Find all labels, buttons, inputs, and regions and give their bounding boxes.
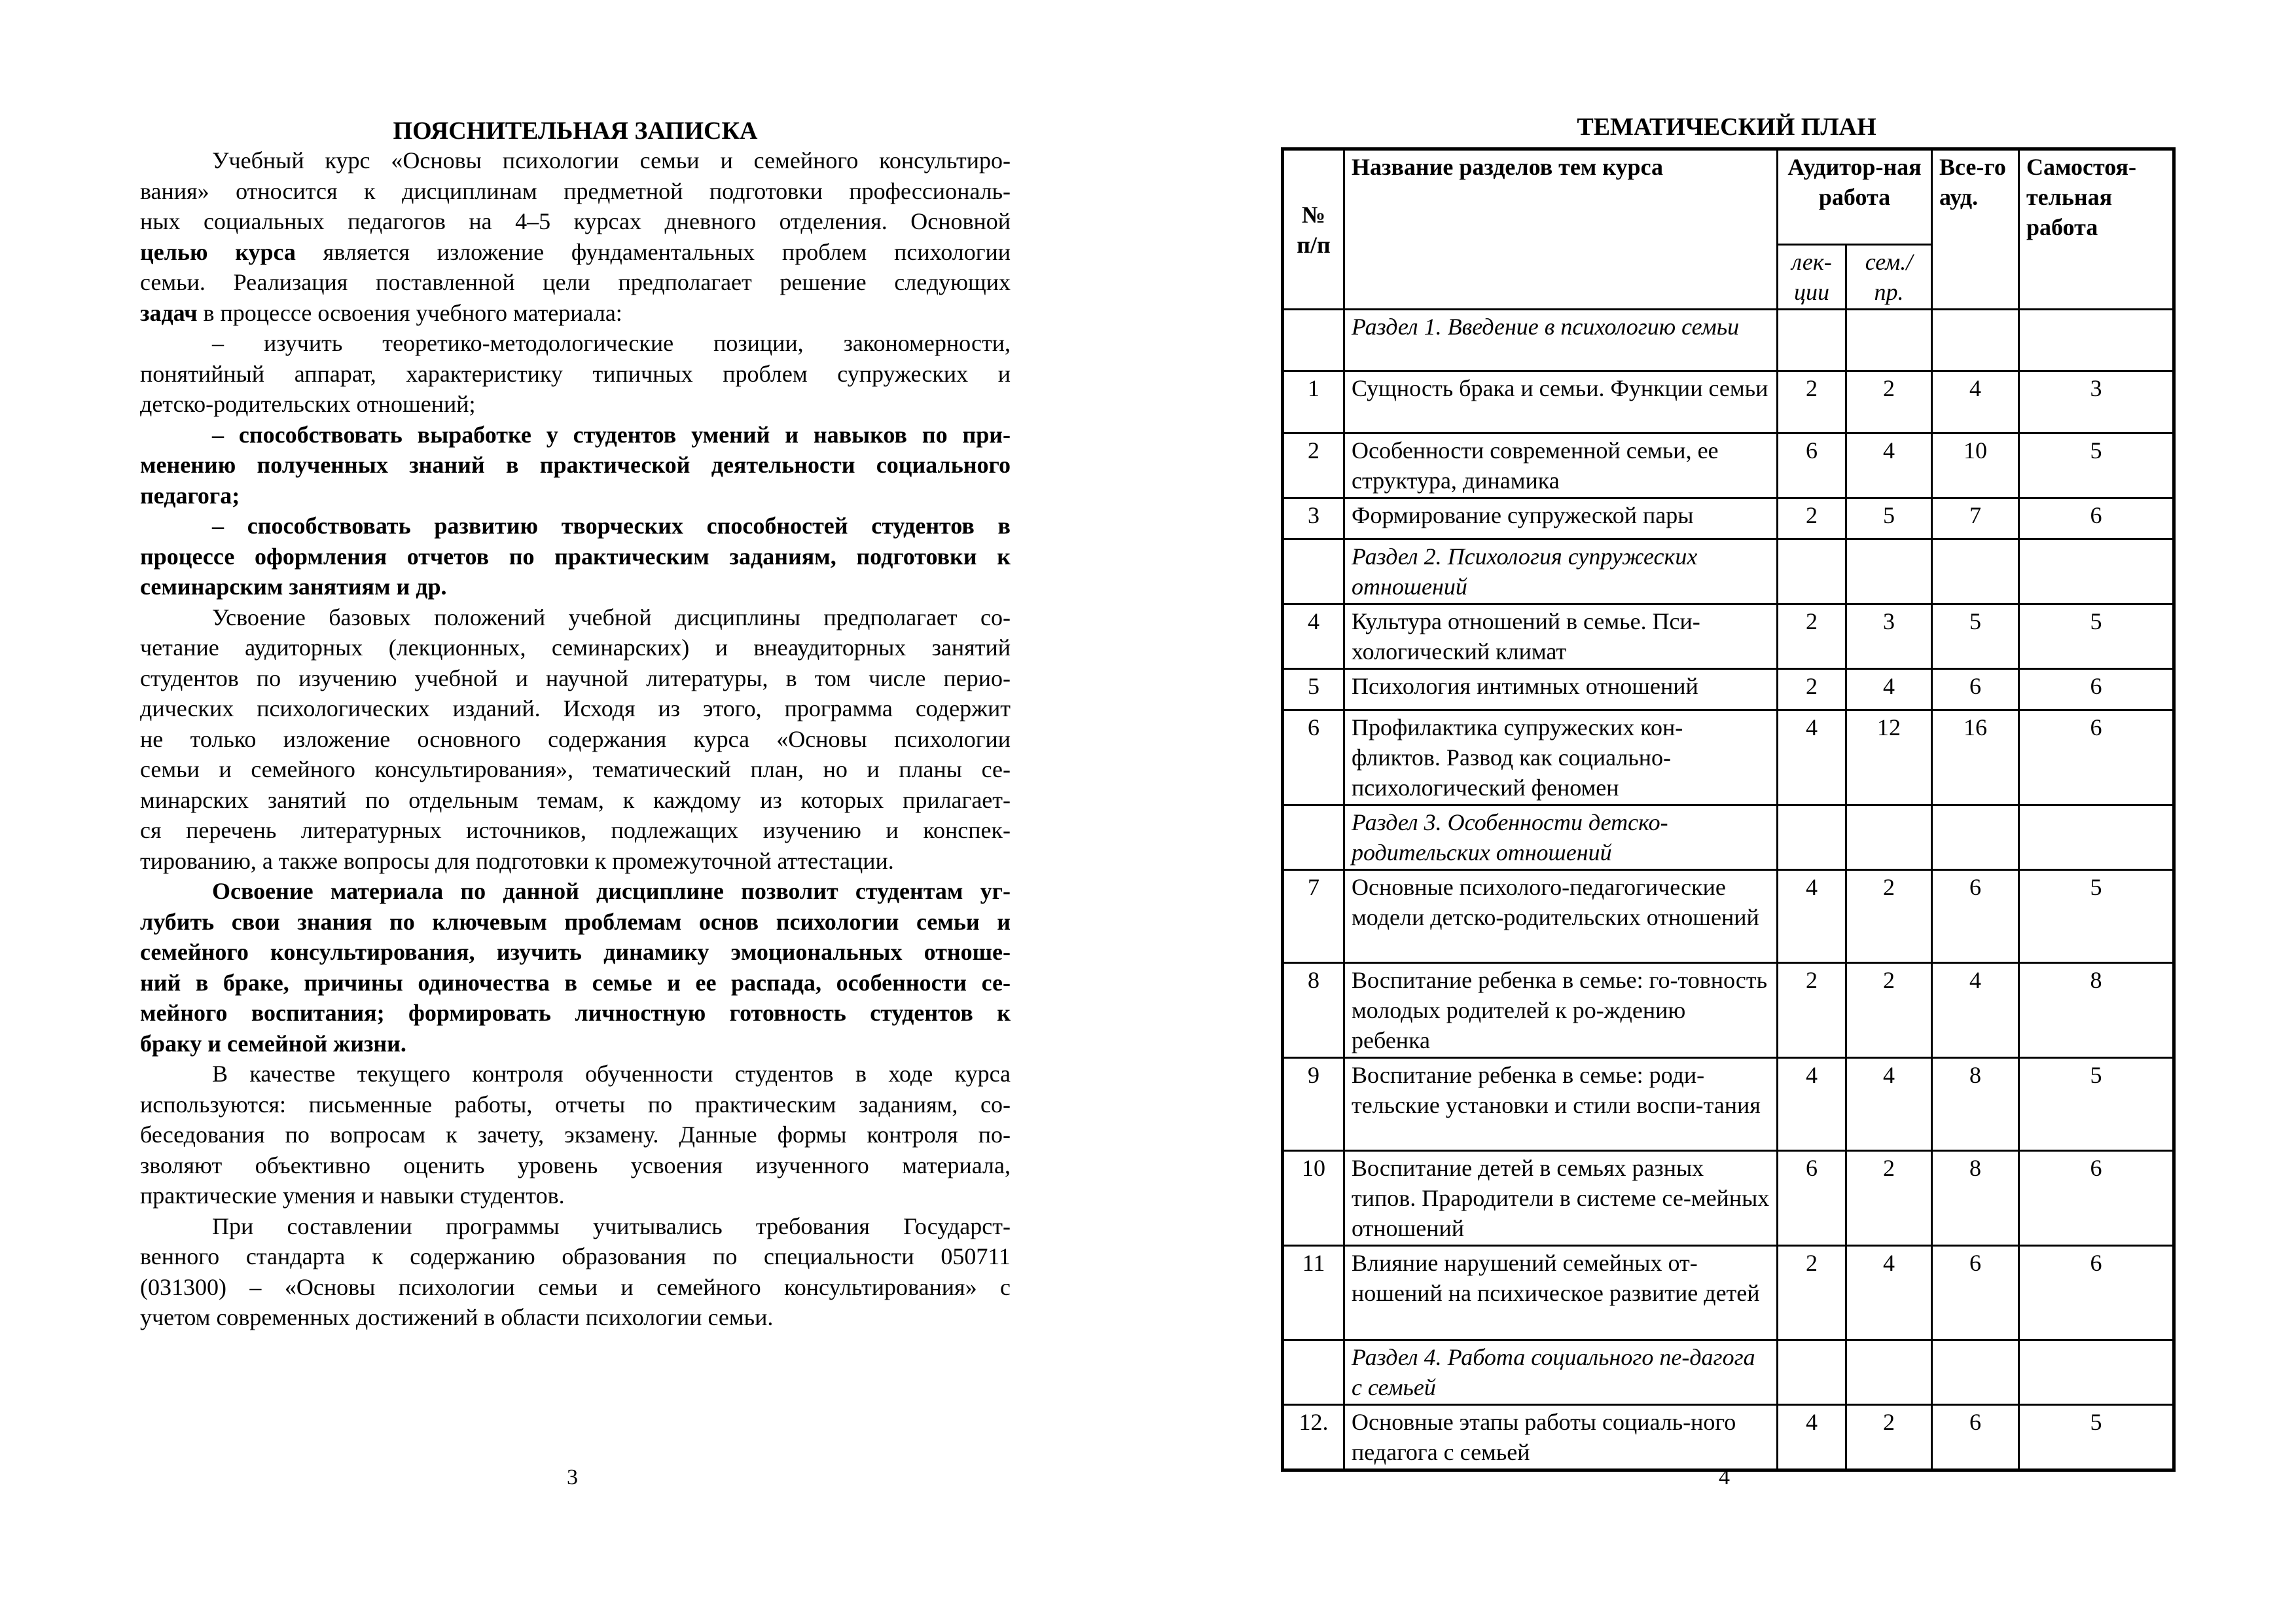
line-text: – изучить теоретико-методологические позиции, закономерности,: [212, 330, 1011, 356]
self-study-hours: [2019, 310, 2174, 371]
table-row: [1283, 1058, 2174, 1151]
header-seminars: сем./ пр.: [1846, 245, 1932, 310]
topic-name: Влияние нарушений семейных от-ношений на психическое развитие детей: [1344, 1246, 1778, 1340]
line-text: ных социальных педагогов на 4–5 курсах дневного отделения. Основной: [140, 208, 1011, 234]
lectures-hours: 6: [1778, 433, 1846, 498]
table-row: [1283, 1151, 2174, 1246]
total-hours: 5: [1932, 604, 2019, 669]
line-text: лубить свои знания по ключевым проблемам основ психологии семьи и: [140, 908, 1011, 935]
lectures-hours: 2: [1778, 963, 1846, 1058]
text-line: [140, 450, 1011, 481]
total-hours: 6: [1932, 1246, 2019, 1340]
lectures-hours: 4: [1778, 710, 1846, 805]
lectures-hours: 2: [1778, 604, 1846, 669]
seminars-hours: 2: [1846, 870, 1932, 963]
total-hours: 4: [1932, 371, 2019, 433]
text-line: [140, 937, 1011, 968]
explanatory-note-title: ПОЯСНИТЕЛЬНАЯ ЗАПИСКА: [393, 117, 758, 145]
table-row: [1283, 710, 2174, 805]
row-number: 4: [1283, 604, 1344, 669]
line-text: является изложение фундаментальных проблем психологии: [295, 238, 1011, 265]
topic-name: Воспитание детей в семьях разных типов. Прародители в системе се-мейных отношений: [1344, 1151, 1778, 1246]
line-text: (031300) – «Основы психологии семьи и семейного консультирования» с: [140, 1273, 1011, 1300]
self-study-hours: [2019, 1340, 2174, 1405]
text-line: [140, 998, 1011, 1029]
self-study-hours: 5: [2019, 1058, 2174, 1151]
text-line: [140, 1302, 1011, 1333]
row-number: 7: [1283, 870, 1344, 963]
header-lectures: лек-ции: [1778, 245, 1846, 310]
bold-term: целью курса: [140, 238, 296, 265]
seminars-hours: 4: [1846, 1058, 1932, 1151]
topic-name: Формирование супружеской пары: [1344, 498, 1778, 539]
topic-name: Основные этапы работы социаль-ного педагога с семьей: [1344, 1405, 1778, 1470]
line-text: вания» относится к дисциплинам предметной подготовки профессиональ-: [140, 177, 1011, 204]
line-text: используются: письменные работы, отчеты по практическим заданиям, со-: [140, 1091, 1011, 1118]
table-row: [1283, 433, 2174, 498]
topic-name: Особенности современной семьи, ее структура, динамика: [1344, 433, 1778, 498]
line-text: беседования по вопросам к зачету, экзамену. Данные формы контроля по-: [140, 1122, 1011, 1148]
line-text: минарских занятий по отдельным темам, к каждому из которых прилагает-: [140, 786, 1011, 813]
section-title: Раздел 1. Введение в психологию семьи: [1344, 310, 1778, 371]
section-title: Раздел 2. Психология супружеских отношений: [1344, 539, 1778, 604]
lectures-hours: 2: [1778, 669, 1846, 710]
topic-name: Основные психолого-педагогические модели детско-родительских отношений: [1344, 870, 1778, 963]
text-line: [140, 602, 1011, 633]
row-number: [1283, 539, 1344, 604]
row-number: 12.: [1283, 1405, 1344, 1470]
row-number: 5: [1283, 669, 1344, 710]
text-line: [140, 237, 1011, 268]
text-line: [140, 359, 1011, 390]
total-hours: 16: [1932, 710, 2019, 805]
header-topic-name: Название разделов тем курса: [1344, 149, 1778, 310]
section-row: [1283, 1340, 2174, 1405]
line-text: – способствовать выработке у студентов умений и навыков по при-: [212, 421, 1011, 448]
seminars-hours: [1846, 310, 1932, 371]
explanatory-note-body: [140, 145, 1011, 1333]
line-text: Усвоение базовых положений учебной дисциплины предполагает со-: [212, 604, 1011, 630]
self-study-hours: [2019, 539, 2174, 604]
header-self-study: Самостоя-тельная работа: [2019, 149, 2174, 310]
row-number: 8: [1283, 963, 1344, 1058]
line-text: тированию, а также вопросы для подготовки к промежуточной аттестации.: [140, 847, 894, 874]
lectures-hours: 4: [1778, 1058, 1846, 1151]
page-number: 3: [567, 1465, 578, 1489]
topic-name: Психология интимных отношений: [1344, 669, 1778, 710]
row-number: 3: [1283, 498, 1344, 539]
row-number: 6: [1283, 710, 1344, 805]
line-text: детско-родительских отношений;: [140, 391, 476, 417]
self-study-hours: [2019, 805, 2174, 870]
total-hours: 6: [1932, 669, 2019, 710]
self-study-hours: 5: [2019, 1405, 2174, 1470]
text-line: [140, 420, 1011, 450]
total-hours: [1932, 1340, 2019, 1405]
section-title: Раздел 4. Работа социального пе-дагога с семьей: [1344, 1340, 1778, 1405]
table-row: [1283, 669, 2174, 710]
text-line: [140, 815, 1011, 846]
line-text: четание аудиторных (лекционных, семинарских) и внеаудиторных занятий: [140, 634, 1011, 661]
header-total-classroom: Все-го ауд.: [1932, 149, 2019, 310]
line-text: браку и семейной жизни.: [140, 1030, 406, 1057]
text-line: [140, 785, 1011, 816]
lectures-hours: 2: [1778, 1246, 1846, 1340]
self-study-hours: 5: [2019, 604, 2174, 669]
text-line: [140, 846, 1011, 877]
lectures-hours: 2: [1778, 498, 1846, 539]
section-row: [1283, 539, 2174, 604]
total-hours: [1932, 310, 2019, 371]
seminars-hours: [1846, 539, 1932, 604]
line-text: в процессе освоения учебного материала:: [197, 299, 622, 326]
row-number: 10: [1283, 1151, 1344, 1246]
table-row: [1283, 1246, 2174, 1340]
text-line: [140, 724, 1011, 755]
text-line: [140, 1059, 1011, 1089]
lectures-hours: [1778, 310, 1846, 371]
text-line: [140, 145, 1011, 176]
seminars-hours: 12: [1846, 710, 1932, 805]
line-text: семейного консультирования, изучить динамику эмоциональных отноше-: [140, 939, 1011, 965]
topic-name: Воспитание ребенка в семье: роди-тельские установки и стили воспи-тания: [1344, 1058, 1778, 1151]
text-line: [140, 1211, 1011, 1242]
seminars-hours: 2: [1846, 1405, 1932, 1470]
lectures-hours: [1778, 1340, 1846, 1405]
text-line: [140, 1029, 1011, 1059]
line-text: семьи. Реализация поставленной цели предполагает решение следующих: [140, 269, 1011, 295]
text-line: [140, 572, 1011, 602]
line-text: практические умения и навыки студентов.: [140, 1182, 565, 1209]
line-text: учетом современных достижений в области психологии семьи.: [140, 1304, 774, 1330]
table-row: [1283, 1405, 2174, 1470]
text-line: [140, 907, 1011, 938]
text-line: [140, 267, 1011, 298]
seminars-hours: 4: [1846, 669, 1932, 710]
table-row: [1283, 963, 2174, 1058]
row-number: 9: [1283, 1058, 1344, 1151]
total-hours: 6: [1932, 1405, 2019, 1470]
text-line: [140, 328, 1011, 359]
line-text: дических психологических изданий. Исходя из этого, программа содержит: [140, 695, 1011, 721]
lectures-hours: [1778, 805, 1846, 870]
self-study-hours: 6: [2019, 710, 2174, 805]
line-text: В качестве текущего контроля обученности студентов в ходе курса: [212, 1061, 1011, 1087]
text-line: [140, 1241, 1011, 1272]
right-page: [1281, 0, 2172, 1623]
self-study-hours: 5: [2019, 870, 2174, 963]
line-text: студентов по изучению учебной и научной литературы, в том числе перио-: [140, 665, 1011, 691]
table-row: [1283, 498, 2174, 539]
text-line: [140, 206, 1011, 237]
thematic-plan-title: ТЕМАТИЧЕСКИЙ ПЛАН: [1577, 113, 1876, 141]
line-text: Учебный курс «Основы психологии семьи и семейного консультиро-: [212, 147, 1011, 173]
total-hours: [1932, 539, 2019, 604]
line-text: менению полученных знаний в практической деятельности социального: [140, 452, 1011, 478]
table-row: [1283, 371, 2174, 433]
seminars-hours: 2: [1846, 1151, 1932, 1246]
topic-name: Культура отношений в семье. Пси-хологический климат: [1344, 604, 1778, 669]
text-line: [140, 511, 1011, 541]
line-text: семинарским занятиям и др.: [140, 574, 447, 600]
section-title: Раздел 3. Особенности детско-родительских отношений: [1344, 805, 1778, 870]
lectures-hours: 4: [1778, 870, 1846, 963]
lectures-hours: 2: [1778, 371, 1846, 433]
line-text: не только изложение основного содержания курса «Основы психологии: [140, 725, 1011, 752]
line-text: понятийный аппарат, характеристику типичных проблем супружеских и: [140, 360, 1011, 387]
line-text: венного стандарта к содержанию образования по специальности 050711: [140, 1243, 1011, 1269]
self-study-hours: 5: [2019, 433, 2174, 498]
total-hours: 8: [1932, 1151, 2019, 1246]
text-line: [140, 876, 1011, 907]
line-text: мейного воспитания; формировать личностную готовность студентов к: [140, 1000, 1011, 1026]
self-study-hours: 6: [2019, 1246, 2174, 1340]
line-text: – способствовать развитию творческих способностей студентов в: [212, 513, 1011, 539]
seminars-hours: 5: [1846, 498, 1932, 539]
line-text: Освоение материала по данной дисциплине позволит студентам уг-: [212, 878, 1011, 904]
text-line: [140, 541, 1011, 572]
topic-name: Воспитание ребенка в семье: го-товность молодых родителей к ро-ждению ребенка: [1344, 963, 1778, 1058]
text-line: [140, 176, 1011, 207]
text-line: [140, 1150, 1011, 1181]
line-text: педагога;: [140, 482, 240, 509]
line-text: процессе оформления отчетов по практическим заданиям, подготовки к: [140, 543, 1011, 570]
text-line: [140, 1089, 1011, 1120]
row-number: 11: [1283, 1246, 1344, 1340]
row-number: [1283, 805, 1344, 870]
total-hours: 6: [1932, 870, 2019, 963]
text-line: [140, 1120, 1011, 1150]
bold-term: задач: [140, 299, 198, 326]
text-line: [140, 1180, 1011, 1211]
page-number: 4: [1719, 1465, 1730, 1489]
text-line: [140, 754, 1011, 785]
line-text: ся перечень литературных источников, подлежащих изучению и конспек-: [140, 817, 1011, 843]
row-number: [1283, 1340, 1344, 1405]
text-line: [140, 1272, 1011, 1303]
table-row: [1283, 870, 2174, 963]
text-line: [140, 968, 1011, 998]
lectures-hours: [1778, 539, 1846, 604]
text-line: [140, 481, 1011, 511]
self-study-hours: 3: [2019, 371, 2174, 433]
total-hours: 7: [1932, 498, 2019, 539]
line-text: ний в браке, причины одиночества в семье и ее распада, особенности се-: [140, 969, 1011, 996]
total-hours: 4: [1932, 963, 2019, 1058]
section-row: [1283, 805, 2174, 870]
total-hours: 10: [1932, 433, 2019, 498]
line-text: семьи и семейного консультирования», тематический план, но и планы се-: [140, 756, 1011, 782]
total-hours: [1932, 805, 2019, 870]
section-row: [1283, 310, 2174, 371]
self-study-hours: 6: [2019, 498, 2174, 539]
row-number: 2: [1283, 433, 1344, 498]
line-text: При составлении программы учитывались требования Государст-: [212, 1213, 1011, 1239]
text-line: [140, 298, 1011, 329]
topic-name: Сущность брака и семьи. Функции семьи: [1344, 371, 1778, 433]
lectures-hours: 6: [1778, 1151, 1846, 1246]
row-number: [1283, 310, 1344, 371]
self-study-hours: 6: [2019, 1151, 2174, 1246]
line-text: зволяют объективно оценить уровень усвоения изученного материала,: [140, 1152, 1011, 1178]
total-hours: 8: [1932, 1058, 2019, 1151]
seminars-hours: [1846, 805, 1932, 870]
topic-name: Профилактика супружеских кон-фликтов. Развод как социально-психологический феномен: [1344, 710, 1778, 805]
row-number: 1: [1283, 371, 1344, 433]
self-study-hours: 8: [2019, 963, 2174, 1058]
self-study-hours: 6: [2019, 669, 2174, 710]
seminars-hours: 2: [1846, 963, 1932, 1058]
thematic-plan-table: [1281, 147, 2176, 1472]
text-line: [140, 663, 1011, 694]
seminars-hours: [1846, 1340, 1932, 1405]
seminars-hours: 2: [1846, 371, 1932, 433]
table-body: [1283, 310, 2174, 1470]
table-row: [1283, 604, 2174, 669]
text-line: [140, 693, 1011, 724]
lectures-hours: 4: [1778, 1405, 1846, 1470]
left-page: [140, 0, 1011, 1623]
text-line: [140, 632, 1011, 663]
seminars-hours: 4: [1846, 433, 1932, 498]
seminars-hours: 3: [1846, 604, 1932, 669]
header-classroom-work: Аудитор-ная работа: [1778, 149, 1932, 245]
text-line: [140, 389, 1011, 420]
seminars-hours: 4: [1846, 1246, 1932, 1340]
header-number: № п/п: [1283, 149, 1344, 310]
